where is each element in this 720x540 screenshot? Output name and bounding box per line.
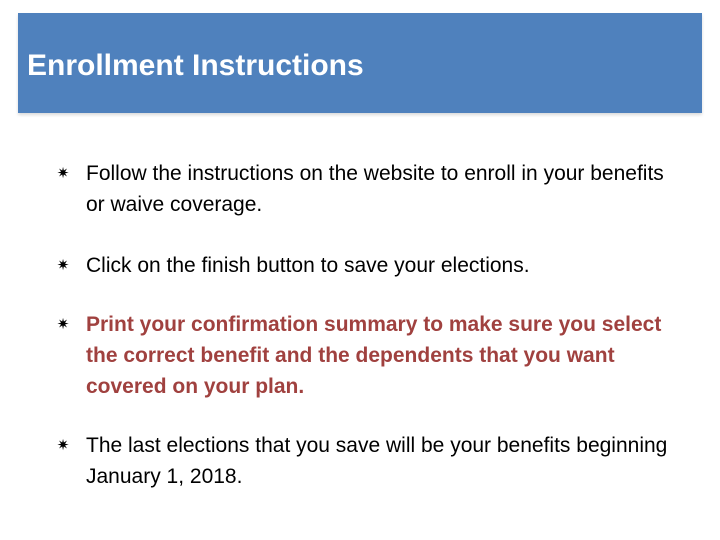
asterisk-bullet-icon: ✷ bbox=[56, 164, 70, 182]
bullet-item-click-finish bbox=[48, 250, 688, 281]
bullet-text: Click on the finish button to save your elections. bbox=[86, 254, 530, 277]
asterisk-bullet-icon: ✷ bbox=[56, 436, 70, 454]
title-bar bbox=[18, 13, 702, 113]
bullet-text: The last elections that you save will be your benefits beginning January 1, 2018. bbox=[86, 434, 668, 488]
bullet-list bbox=[48, 158, 688, 492]
bullet-text: Print your confirmation summary to make sure you select the correct benefit and the dependents that you want covered on your plan. bbox=[86, 313, 662, 398]
asterisk-bullet-icon: ✷ bbox=[56, 256, 70, 274]
slide-title: Enrollment Instructions bbox=[27, 49, 364, 82]
asterisk-bullet-icon: ✷ bbox=[56, 315, 70, 333]
bullet-text: Follow the instructions on the website to enroll in your benefits or waive coverage. bbox=[86, 162, 664, 216]
bullet-item-follow-instructions bbox=[48, 158, 688, 220]
bullet-item-print-confirmation bbox=[48, 309, 688, 402]
bullet-item-last-elections bbox=[48, 430, 688, 492]
